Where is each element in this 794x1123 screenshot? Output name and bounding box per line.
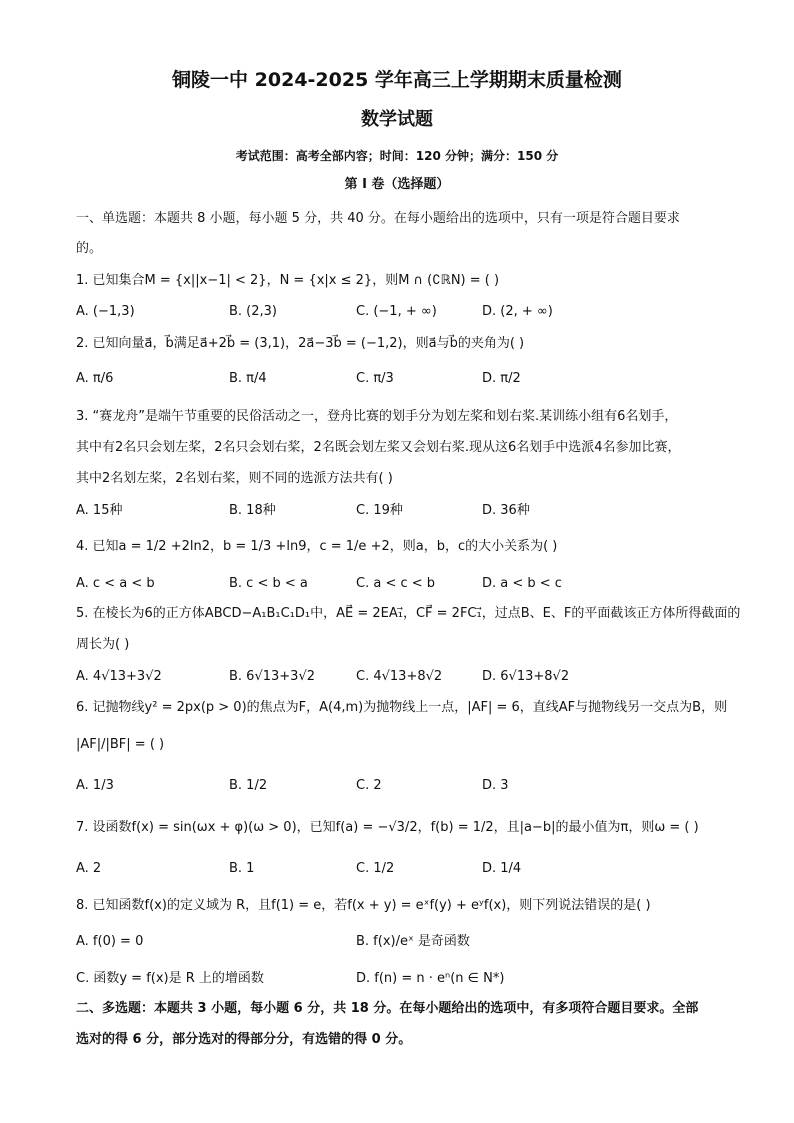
option-c: C. 4√13+8√2	[356, 669, 443, 684]
option-a: A. 15种	[76, 503, 123, 518]
option-a: A. f(0) = 0	[76, 934, 144, 949]
question-stem-cont: 其中有2名只会划左桨，2名只会划右桨，2名既会划左桨又会划右桨.现从这6名划手中选派4名参加比赛，	[76, 440, 681, 455]
option-d: D. 3	[482, 778, 509, 793]
option-b: B. f(x)/eˣ 是奇函数	[356, 934, 470, 949]
option-b: B. π/4	[229, 371, 267, 386]
question-stem-cont: 其中2名划左桨，2名划右桨，则不同的选派方法共有( )	[76, 471, 393, 486]
option-c: C. a < c < b	[356, 576, 436, 591]
question-stem: 8. 已知函数f(x)的定义域为 R，且f(1) = e，若f(x + y) = eˣf(y) + eʸf(x)，则下列说法错误的是( )	[76, 898, 651, 913]
part-title: 第 I 卷（选择题）	[344, 177, 450, 192]
option-c: C. π/3	[356, 371, 394, 386]
exam-info: 考试范围：高考全部内容；时间：120 分钟；满分：150 分	[235, 149, 559, 163]
option-d: D. f(n) = n · eⁿ(n ∈ N*)	[356, 971, 505, 986]
option-a: A. 4√13+3√2	[76, 669, 162, 684]
section-heading-cont: 选对的得 6 分，部分选对的得部分分，有选错的得 0 分。	[76, 1032, 412, 1047]
option-b: B. c < b < a	[229, 576, 308, 591]
question-stem: 6. 记抛物线y² = 2px(p > 0)的焦点为F，A(4,m)为抛物线上一点，|AF| = 6，直线AF与抛物线另一交点为B，则	[76, 700, 728, 715]
section-heading: 一、单选题：本题共 8 小题，每小题 5 分，共 40 分。在每小题给出的选项中，只有一项是符合题目要求	[76, 211, 680, 226]
question-stem: 5. 在棱长为6的正方体ABCD−A₁B₁C₁D₁中，AE⃗ = 2EA₁⃗，CF⃗ = 2FC₁⃗，过点B、E、F的平面截该正方体所得截面的	[76, 606, 741, 621]
question-stem: 7. 设函数f(x) = sin(ωx + φ)(ω > 0)，已知f(a) = −√3/2，f(b) = 1/2，且|a−b|的最小值为π，则ω = ( )	[76, 820, 699, 835]
option-b: B. (2,3)	[229, 304, 278, 319]
option-c: C. 19种	[356, 503, 403, 518]
option-d: D. 6√13+8√2	[482, 669, 570, 684]
option-a: A. π/6	[76, 371, 114, 386]
option-c: C. 2	[356, 778, 382, 793]
question-stem: 2. 已知向量a⃗，b⃗满足a⃗+2b⃗ = (3,1)，2a⃗−3b⃗ = (−1,2)，则a⃗与b⃗的夹角为( )	[76, 336, 525, 351]
section-heading: 二、多选题：本题共 3 小题，每小题 6 分，共 18 分。在每小题给出的选项中，有多项符合题目要求。全部	[76, 1001, 699, 1016]
question-stem: 3. “赛龙舟”是端午节重要的民俗活动之一，登舟比赛的划手分为划左桨和划右桨.某训练小组有6名划手，	[76, 409, 678, 424]
option-d: D. 1/4	[482, 861, 522, 876]
option-c: C. 函数y = f(x)是 R 上的增函数	[76, 971, 264, 986]
option-b: B. 1/2	[229, 778, 268, 793]
option-a: A. c < a < b	[76, 576, 155, 591]
exam-subtitle: 数学试题	[361, 109, 433, 130]
option-a: A. 1/3	[76, 778, 114, 793]
option-b: B. 6√13+3√2	[229, 669, 315, 684]
question-stem-cont: |AF|/|BF| = ( )	[76, 737, 165, 752]
question-stem: 4. 已知a = 1/2 +2ln2，b = 1/3 +ln9，c = 1/e +2，则a，b，c的大小关系为( )	[76, 539, 558, 554]
option-c: C. 1/2	[356, 861, 395, 876]
question-stem-cont: 周长为( )	[76, 637, 130, 652]
option-d: D. (2, + ∞)	[482, 304, 553, 319]
section-heading-cont: 的。	[76, 241, 103, 256]
exam-title: 铜陵一中 2024-2025 学年高三上学期期末质量检测	[172, 69, 622, 91]
option-a: A. (−1,3)	[76, 304, 135, 319]
option-d: D. a < b < c	[482, 576, 562, 591]
option-d: D. 36种	[482, 503, 530, 518]
option-b: B. 1	[229, 861, 255, 876]
option-a: A. 2	[76, 861, 102, 876]
question-stem: 1. 已知集合M = {x||x−1| < 2}，N = {x|x ≤ 2}，则M ∩ (∁ℝN) = ( )	[76, 273, 500, 288]
option-d: D. π/2	[482, 371, 521, 386]
option-c: C. (−1, + ∞)	[356, 304, 437, 319]
option-b: B. 18种	[229, 503, 276, 518]
